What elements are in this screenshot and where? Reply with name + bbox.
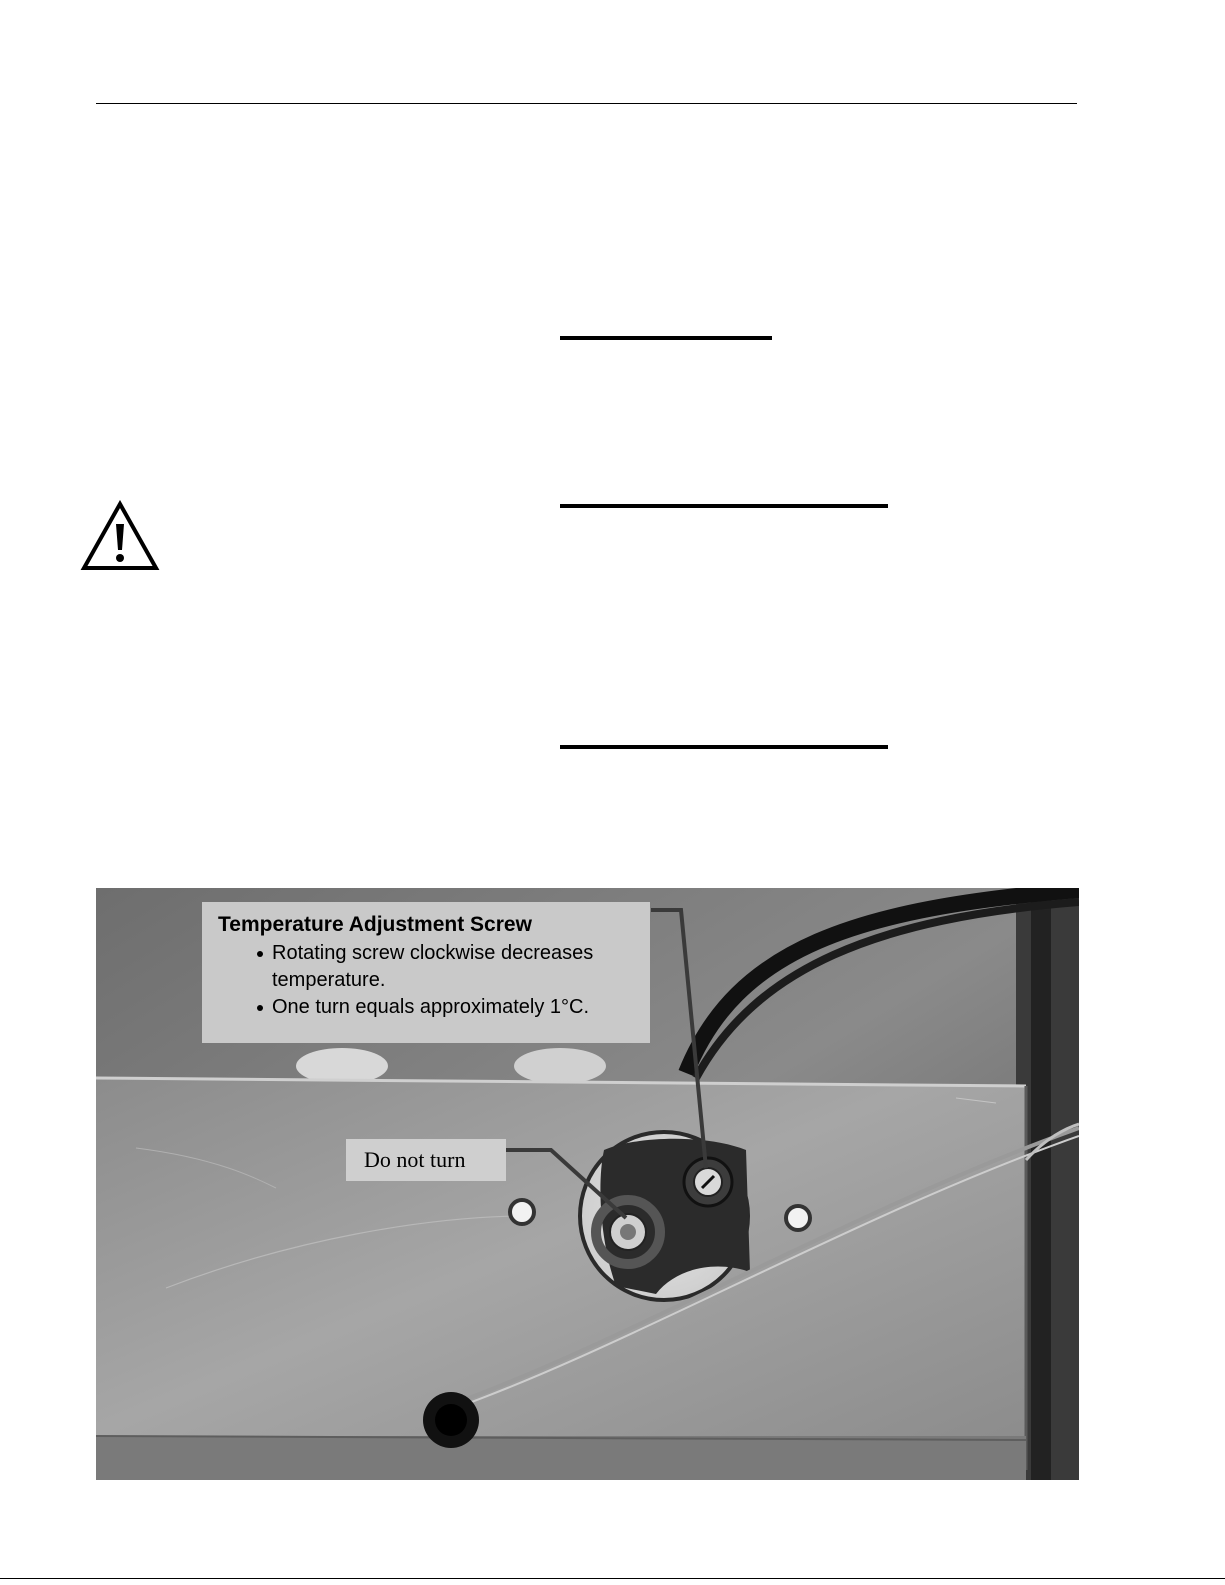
section-heading-underline-3 (560, 745, 888, 749)
temperature-adjustment-callout (202, 902, 650, 1043)
section-heading-underline-2 (560, 504, 888, 508)
warning-triangle-icon (80, 500, 160, 572)
callout-bullet: One turn equals approximately 1°C. (272, 994, 636, 1021)
callout-bullet: Rotating screw clockwise decreases temperature. (272, 940, 636, 994)
temperature-screw-photo (96, 888, 1079, 1480)
callout-bullet-list (218, 940, 636, 1021)
header-rule (96, 103, 1077, 104)
do-not-turn-callout: Do not turn (346, 1139, 506, 1181)
callout-title: Temperature Adjustment Screw (218, 913, 532, 936)
footer-rule (0, 1578, 1225, 1579)
section-heading-underline-1 (560, 336, 772, 340)
